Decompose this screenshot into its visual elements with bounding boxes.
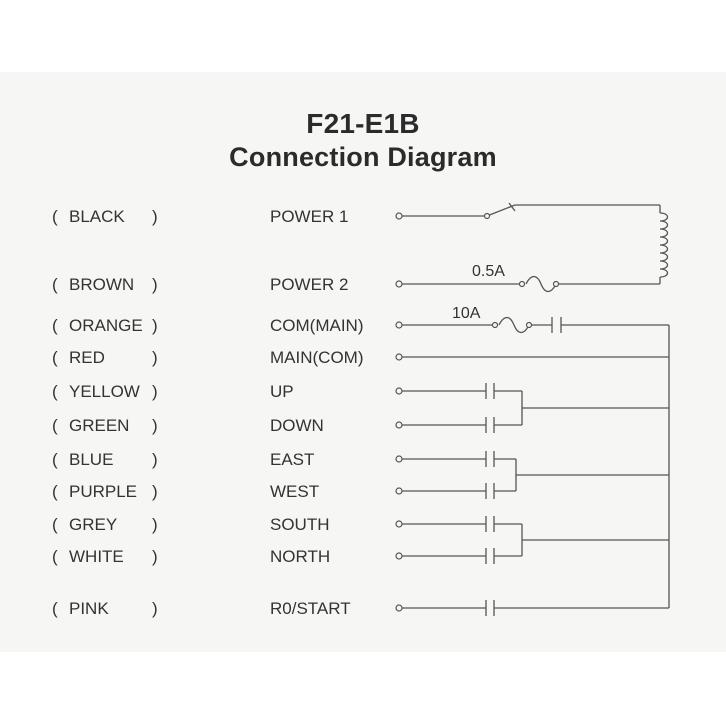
main-fuse-circuit [402, 317, 669, 333]
terminal-function: COM(MAIN) [270, 316, 364, 335]
terminal-function: R0/START [270, 599, 351, 618]
paren-close: ) [152, 547, 158, 566]
wire-color: ORANGE [69, 316, 143, 335]
terminal-function: SOUTH [270, 515, 330, 534]
wire-color: GREEN [69, 416, 130, 435]
wire-color: PINK [69, 599, 109, 618]
fuse-label-0.5a: 0.5A [472, 263, 505, 280]
wire-color: BLACK [69, 207, 125, 226]
paren-close: ) [152, 515, 158, 534]
fuse-label-10a: 10A [452, 305, 481, 322]
paren-open: ( [52, 515, 58, 534]
wire-color: PURPLE [69, 482, 138, 501]
terminal-function: NORTH [270, 547, 331, 566]
paren-close: ) [152, 348, 158, 367]
diagram-title: Connection Diagram [229, 142, 497, 172]
power1-switch-circuit [402, 203, 660, 216]
paren-open: ( [52, 482, 58, 501]
paren-close: ) [152, 382, 158, 401]
wire-color: BLUE [69, 450, 114, 469]
terminal-function: EAST [270, 450, 315, 469]
wire-color: WHITE [69, 547, 124, 566]
paren-open: ( [52, 207, 58, 226]
wire-color: GREY [69, 515, 118, 534]
terminal-function: POWER 2 [270, 275, 349, 294]
paren-close: ) [152, 207, 158, 226]
up-down-contacts [402, 383, 669, 433]
terminal-function: DOWN [270, 416, 324, 435]
paren-close: ) [152, 316, 158, 335]
paren-open: ( [52, 316, 58, 335]
south-north-contacts [402, 516, 669, 564]
paren-close: ) [152, 482, 158, 501]
paren-open: ( [52, 599, 58, 618]
paren-open: ( [52, 275, 58, 294]
wire-color: YELLOW [69, 382, 140, 401]
paren-close: ) [152, 275, 158, 294]
start-contact [402, 600, 669, 616]
paren-close: ) [152, 416, 158, 435]
power2-fuse-circuit [402, 277, 660, 292]
terminal-function: MAIN(COM) [270, 348, 364, 367]
terminal-function: POWER 1 [270, 207, 349, 226]
wire-color: RED [69, 348, 105, 367]
paren-open: ( [52, 348, 58, 367]
terminal-function: WEST [270, 482, 320, 501]
wire-color: BROWN [69, 275, 135, 294]
paren-close: ) [152, 599, 158, 618]
paren-open: ( [52, 416, 58, 435]
paren-open: ( [52, 450, 58, 469]
paren-close: ) [152, 450, 158, 469]
east-west-contacts [402, 451, 669, 499]
model-title: F21-E1B [306, 108, 420, 139]
relay-coil [660, 213, 668, 277]
paren-open: ( [52, 382, 58, 401]
terminal-function: UP [270, 382, 294, 401]
paren-open: ( [52, 547, 58, 566]
